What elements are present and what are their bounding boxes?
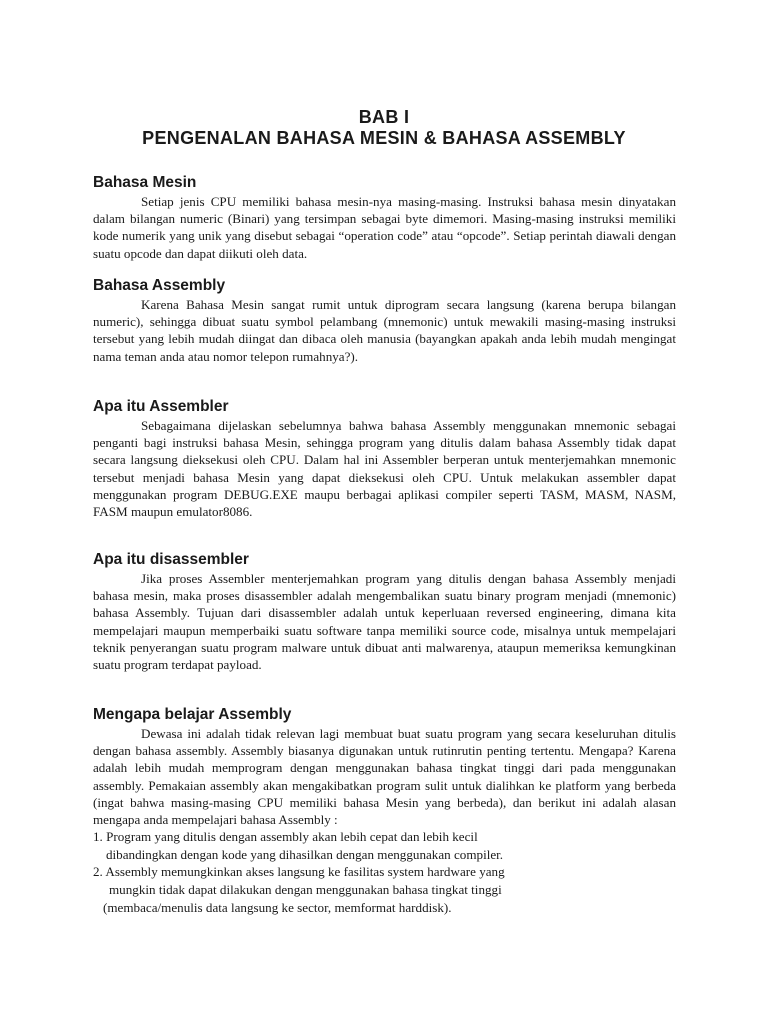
- list-item: 2. Assembly memungkinkan akses langsung ke fasilitas system hardware yang: [93, 864, 505, 880]
- section-apa-itu-disassembler: [93, 549, 676, 673]
- section-mengapa-belajar-assembly: [93, 704, 676, 916]
- section-heading: Bahasa Assembly: [93, 277, 226, 294]
- section-apa-itu-assembler: [93, 396, 676, 520]
- section-paragraph: Sebagaimana dijelaskan sebelumnya bahwa bahasa Assembly menggunakan mnemonic sebagai penganti bagi instruksi bahasa Mesin, sehingga program yang ditulis dalam bahasa Assembly tidak dapat secara langsung dieksekusi oleh CPU. Dalam hal ini Assembler berperan untuk menterjemahkan mnemonic tersebut menjadi bahasa Mesin yang dapat dieksekusi oleh CPU. Untuk melakukan assembler dapat menggunakan program DEBUG.EXE maupu berbagai aplikasi compiler seperti TASM, MASM, NASM, FASM maupun emulator8086.: [93, 418, 676, 520]
- section-heading: Bahasa Mesin: [93, 174, 197, 191]
- chapter-title: PENGENALAN BAHASA MESIN & BAHASA ASSEMBLY: [142, 128, 626, 148]
- chapter-number: BAB I: [358, 107, 410, 127]
- list-item: 1. Program yang ditulis dengan assembly akan lebih cepat dan lebih kecil: [93, 829, 478, 845]
- section-paragraph: Dewasa ini adalah tidak relevan lagi membuat buat suatu program yang secara keseluruhan ditulis dengan bahasa assembly. Assembly biasanya digunakan untuk rutinrutin penting tertentu. Mengapa? Karena adalah lebih mudah memprogram dengan menggunakan bahasa tingkat tinggi dari pada menggunakan assembly. Pemakaian assembly akan mengakibatkan program sulit untuk dialihkan ke platform yang berbeda (ingat bahwa masing-masing CPU memiliki bahasa Mesin yang berbeda), dan berikut ini adalah alasan mengapa anda mempelajari bahasa Assembly :: [93, 726, 676, 828]
- list-item-continuation: (membaca/menulis data langsung ke sector, memformat harddisk).: [103, 899, 452, 915]
- section-bahasa-mesin: [93, 172, 676, 262]
- section-heading: Apa itu Assembler: [93, 398, 229, 415]
- section-paragraph: Karena Bahasa Mesin sangat rumit untuk diprogram secara langsung (karena berupa bilangan numeric), sehingga dibuat suatu symbol pelambang (mnemonic) untuk mewakili masing-masing instruksi tersebut yang lebih mudah diingat dan dibaca oleh manusia (bayangkan apakah anda lebih mudah mengingat nama teman anda atau nomor telepon rumahnya?).: [93, 297, 676, 364]
- section-bahasa-assembly: [93, 275, 676, 365]
- section-heading: Apa itu disassembler: [93, 551, 249, 568]
- section-paragraph: Jika proses Assembler menterjemahkan program yang ditulis dengan bahasa Assembly menjadi bahasa mesin, maka proses disassembler adalah mengembalikan suatu binary program menjadi (mnemonic) bahasa Assembly. Tujuan dari disassembler adalah untuk keperluaan reversed engineering, dimana kita mempelajari maupun memperbaiki suatu software tanpa memiliki source code, misalnya untuk mempelajari teknik penyerangan suatu program malware untuk dibuat anti malwarenya, ataupun memeriksa kemungkinan suatu program terdapat payload.: [93, 571, 676, 673]
- section-paragraph: Setiap jenis CPU memiliki bahasa mesin-nya masing-masing. Instruksi bahasa mesin dinyatakan dalam bilangan numeric (Binari) yang tersimpan sebagai byte dimemori. Masing-masing instruksi memiliki kode numerik yang unik yang disebut sebagai “operation code” atau “opcode”. Setiap perintah diawali dengan suatu opcode dan dapat diikuti oleh data.: [93, 194, 676, 261]
- list-item-continuation: dibandingkan dengan kode yang dihasilkan dengan menggunakan compiler.: [106, 846, 504, 862]
- reasons-list: [93, 828, 676, 916]
- section-heading: Mengapa belajar Assembly: [93, 706, 292, 723]
- list-item-continuation: mungkin tidak dapat dilakukan dengan menggunakan bahasa tingkat tinggi: [109, 882, 502, 897]
